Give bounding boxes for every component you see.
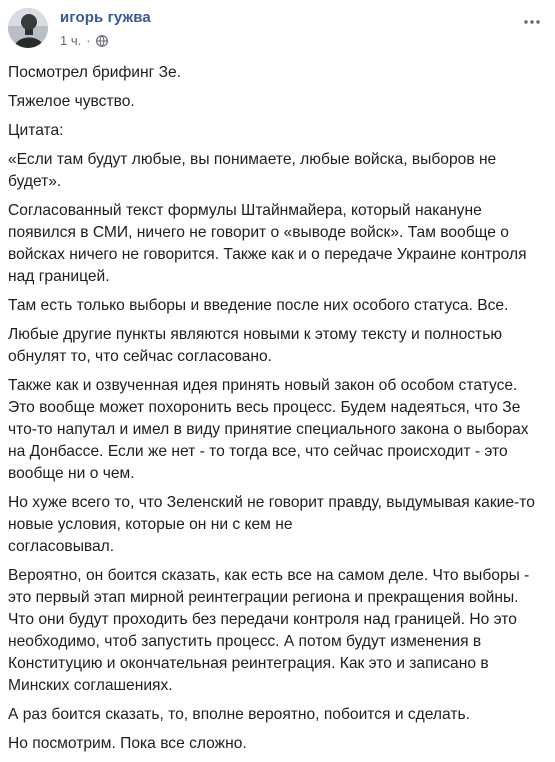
globe-icon[interactable]	[96, 34, 108, 46]
post-header	[8, 8, 548, 56]
post-paragraph: Посмотрел брифинг Зе.	[8, 64, 182, 81]
more-options-button[interactable]	[522, 10, 542, 30]
post-paragraph: А раз боится сказать, то, вполне вероятно, побоится и сделать.	[8, 706, 470, 723]
post-paragraph: Но хуже всего то, что Зеленский не говорит правду, выдумывая какие-то новые условия, которые он ни с кем не согласовывал.	[8, 494, 535, 555]
more-horizontal-icon	[524, 11, 540, 29]
post-meta	[60, 31, 108, 49]
meta-separator: ·	[86, 32, 91, 48]
post-paragraph: Любые другие пункты являются новыми к этому тексту и полностью обнулят то, что сейчас согласовано.	[8, 326, 503, 365]
avatar[interactable]	[8, 8, 48, 48]
post-paragraph: Также как и озвученная идея принять новый закон об особом статусе. Это вообще может похоронить весь процесс. Будем надеяться, что Зе что-то напутал и имел в виду принятие специального закона о выборах на Донбассе. Если же нет - то тогда все, что сейчас происходит - это вообще ни о чем.	[8, 377, 529, 482]
post-paragraph: «Если там будут любые, вы понимаете, любые войска, выборов не будет».	[8, 151, 497, 190]
post-paragraph: Цитата:	[8, 122, 64, 139]
avatar-image	[8, 8, 48, 48]
post-paragraph: Вероятно, он боится сказать, как есть все на самом деле. Что выборы - это первый этап мирной реинтеграции региона и прекращения войны. Что они будут проходить без передачи контроля над границей. Но это необходимо, чтоб запустить процесс. А потом будут изменения в Конституцию и окончательная реинтеграция. Как это и записано в Минских соглашениях.	[8, 567, 530, 694]
author-name[interactable]: игорь гужва	[60, 9, 151, 26]
post-paragraph: Но посмотрим. Пока все сложно.	[8, 735, 247, 752]
post-timestamp[interactable]: 1 ч.	[60, 32, 82, 48]
post-body	[8, 62, 548, 762]
post-paragraph: Согласованный текст формулы Штайнмайера, который накануне появился в СМИ, ничего не говорит о «выводе войск». Там вообще о войсках ничего не говорится. Также как и о передаче Украине контроля над границей.	[8, 202, 527, 285]
post-paragraph: Тяжелое чувство.	[8, 93, 135, 110]
post-paragraph: Там есть только выборы и введение после них особого статуса. Все.	[8, 297, 509, 314]
